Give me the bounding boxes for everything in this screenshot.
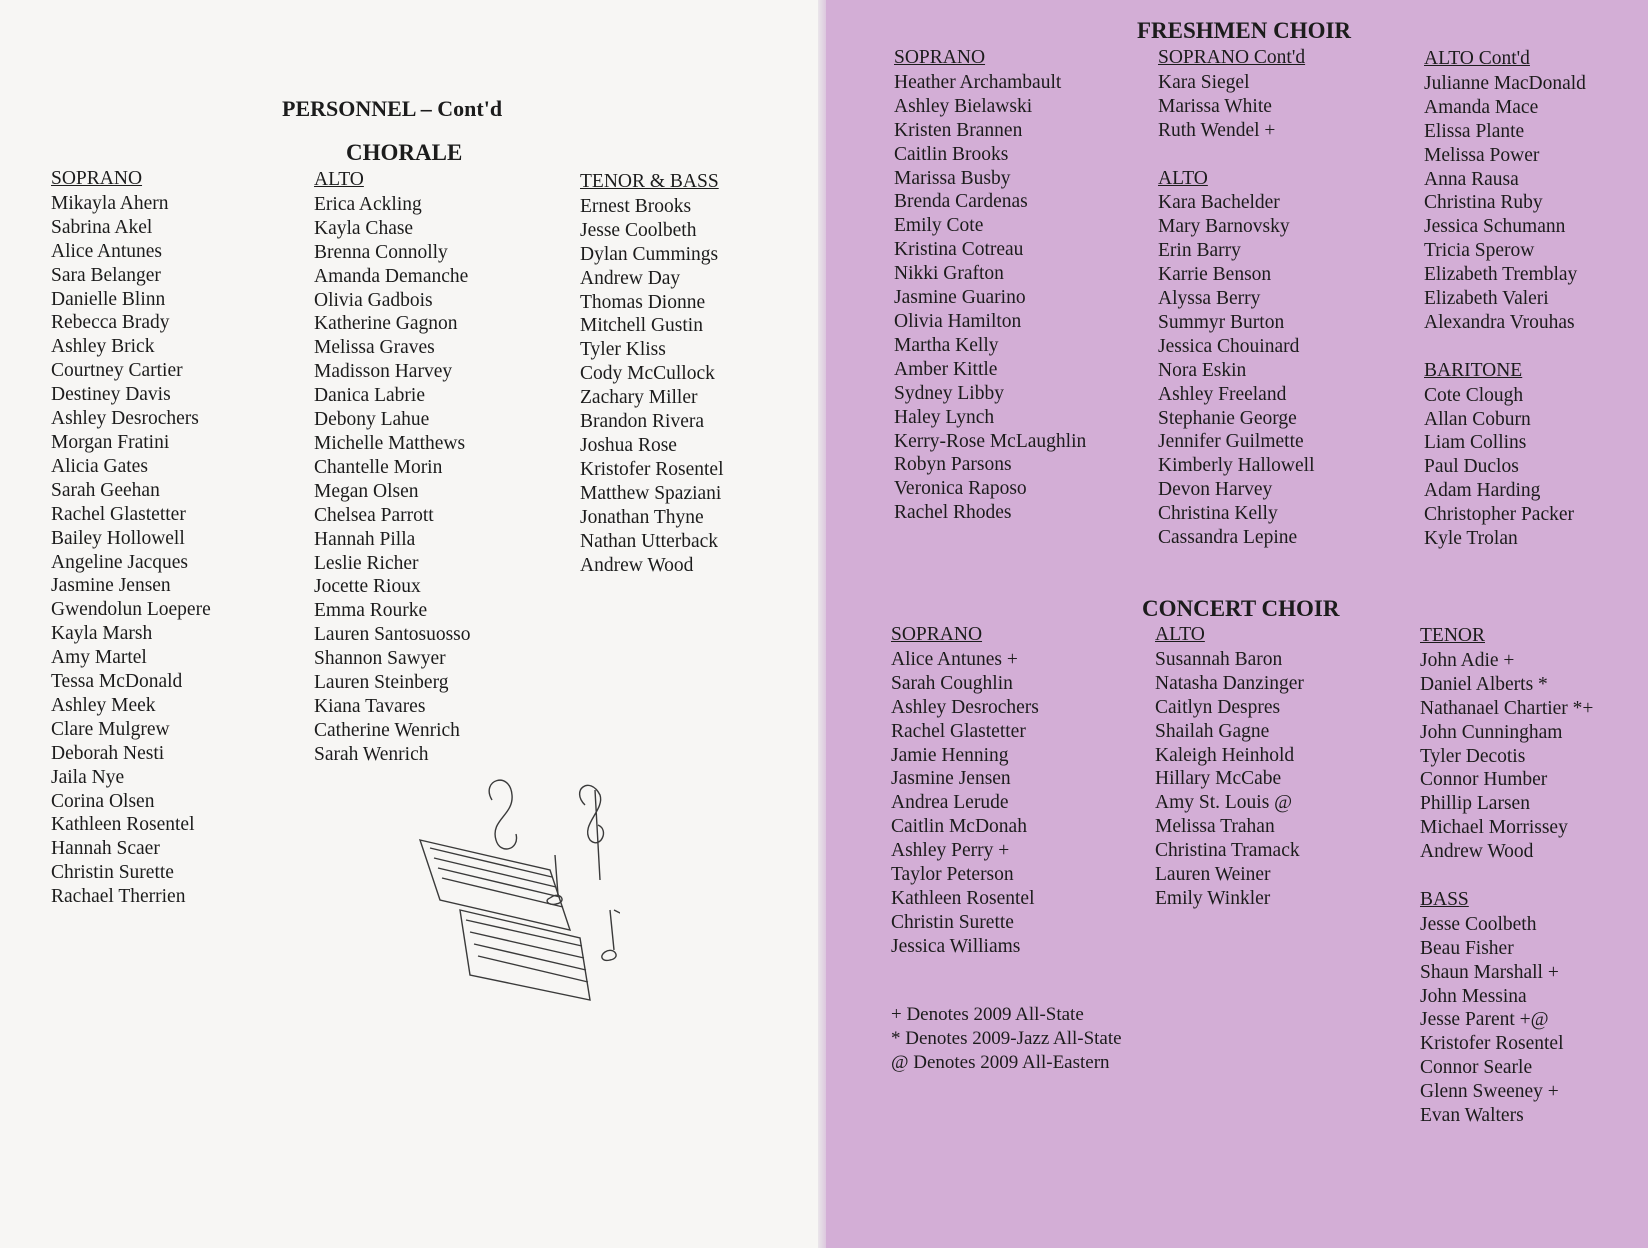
member-name: Brenna Connolly: [314, 241, 448, 263]
member-name: Glenn Sweeney +: [1420, 1081, 1559, 1103]
member-name: Joshua Rose: [580, 434, 677, 456]
member-name: Brandon Rivera: [580, 411, 705, 433]
name-list: [314, 193, 471, 767]
member-name: Mikayla Ahern: [51, 192, 169, 214]
member-name: Andrew Wood: [1420, 841, 1534, 863]
member-name: Melissa Trahan: [1155, 816, 1275, 838]
member-name: Matthew Spaziani: [580, 482, 722, 504]
concert-tenor-bass-column: [1420, 624, 1593, 1128]
member-name: Jennifer Guilmette: [1158, 431, 1304, 453]
member-name: Natasha Danzinger: [1155, 672, 1304, 694]
member-name: Taylor Peterson: [891, 864, 1014, 886]
member-name: Kimberly Hallowell: [1158, 455, 1315, 477]
member-name: Debony Lahue: [314, 409, 430, 431]
member-name: Andrew Day: [580, 267, 681, 289]
member-name: Christin Surette: [51, 862, 174, 884]
member-name: Ashley Bielawski: [894, 95, 1033, 117]
member-name: Sabrina Akel: [51, 216, 153, 238]
member-name: Clare Mulgrew: [51, 718, 170, 740]
member-name: Melissa Power: [1424, 144, 1540, 166]
member-name: Nora Eskin: [1158, 359, 1247, 381]
member-name: Lauren Steinberg: [314, 672, 449, 694]
member-name: Megan Olsen: [314, 480, 419, 502]
member-name: Shaun Marshall +: [1420, 961, 1559, 983]
freshmen-soprano-alto-column: [1158, 46, 1315, 550]
member-name: Kristina Cotreau: [894, 239, 1024, 261]
member-name: Shannon Sawyer: [314, 648, 446, 670]
member-name: Destiney Davis: [51, 384, 171, 406]
member-name: Julianne MacDonald: [1424, 72, 1586, 94]
member-name: Angeline Jacques: [51, 551, 188, 573]
member-name: Veronica Raposo: [894, 478, 1027, 500]
member-name: Ashley Desrochers: [891, 696, 1039, 718]
member-name: Jessica Chouinard: [1158, 335, 1300, 357]
member-name: Catherine Wenrich: [314, 719, 460, 741]
personnel-heading: PERSONNEL – Cont'd: [282, 96, 503, 121]
member-name: Beau Fisher: [1420, 937, 1514, 959]
member-name: Lauren Weiner: [1155, 864, 1271, 886]
member-name: Jasmine Guarino: [894, 287, 1026, 309]
legend-line: + Denotes 2009 All-State: [891, 1004, 1084, 1025]
member-name: Susannah Baron: [1155, 648, 1283, 670]
name-list: [51, 192, 211, 909]
member-name: Chantelle Morin: [314, 456, 443, 478]
member-name: Courtney Cartier: [51, 360, 183, 382]
member-name: Kayla Chase: [314, 217, 414, 239]
member-name: Christina Tramack: [1155, 840, 1300, 862]
member-name: Danica Labrie: [314, 385, 425, 407]
name-list: [1424, 72, 1586, 335]
member-name: Erica Ackling: [314, 193, 422, 215]
member-name: Danielle Blinn: [51, 288, 166, 310]
member-name: Jasmine Jensen: [891, 768, 1011, 790]
member-name: Kathleen Rosentel: [51, 814, 195, 836]
member-name: Shailah Gagne: [1155, 720, 1270, 742]
member-name: Christina Ruby: [1424, 192, 1543, 214]
name-list: [1158, 71, 1315, 143]
column-header: ALTO: [314, 169, 364, 190]
member-name: Kristen Brannen: [894, 119, 1023, 141]
member-name: Nathan Utterback: [580, 530, 719, 552]
column-header: ALTO Cont'd: [1424, 48, 1530, 69]
member-name: Ashley Meek: [51, 694, 156, 716]
member-name: Amanda Mace: [1424, 96, 1539, 118]
member-name: Rachel Rhodes: [894, 502, 1012, 524]
member-name: Ashley Desrochers: [51, 408, 199, 430]
right-page: [826, 0, 1648, 1248]
member-name: Dylan Cummings: [580, 243, 719, 265]
member-name: Cassandra Lepine: [1158, 527, 1298, 549]
member-name: Alicia Gates: [51, 455, 148, 477]
member-name: Kara Bachelder: [1158, 192, 1280, 214]
name-list: [1424, 384, 1586, 551]
member-name: Sarah Coughlin: [891, 672, 1013, 694]
member-name: Sydney Libby: [894, 382, 1004, 404]
member-name: Sara Belanger: [51, 264, 161, 286]
member-name: Kayla Marsh: [51, 623, 153, 645]
member-name: Amy St. Louis @: [1155, 792, 1293, 814]
member-name: Stephanie George: [1158, 407, 1297, 429]
chorale-alto-column: [314, 168, 471, 767]
member-name: Karrie Benson: [1158, 264, 1272, 286]
freshmen-choir-title: FRESHMEN CHOIR: [1137, 18, 1352, 43]
member-name: Emily Winkler: [1155, 887, 1271, 909]
member-name: Paul Duclos: [1424, 456, 1519, 478]
member-name: Andrea Lerude: [891, 792, 1009, 814]
member-name: Tyler Decotis: [1420, 745, 1526, 767]
member-name: Anna Rausa: [1424, 168, 1519, 190]
member-name: Kaleigh Heinhold: [1155, 744, 1295, 766]
member-name: Jaila Nye: [51, 766, 125, 788]
name-list: [894, 71, 1086, 525]
member-name: Gwendolun Loepere: [51, 599, 211, 621]
column-header: SOPRANO: [51, 168, 143, 189]
member-name: Madisson Harvey: [314, 361, 453, 383]
name-list: [1420, 913, 1593, 1128]
member-name: Jessica Schumann: [1424, 216, 1566, 238]
member-name: Rebecca Brady: [51, 312, 170, 334]
member-name: Tyler Kliss: [580, 339, 666, 361]
member-name: Katherine Gagnon: [314, 313, 458, 335]
member-name: Connor Humber: [1420, 769, 1548, 791]
member-name: Kathleen Rosentel: [891, 887, 1035, 909]
member-name: Brenda Cardenas: [894, 191, 1028, 213]
member-name: Rachel Glastetter: [891, 720, 1026, 742]
member-name: Ashley Perry +: [891, 840, 1010, 862]
member-name: Kristofer Rosentel: [580, 458, 724, 480]
member-name: Alice Antunes: [51, 240, 163, 262]
member-name: Jonathan Thyne: [580, 506, 704, 528]
member-name: Olivia Hamilton: [894, 310, 1022, 332]
chorale-soprano-column: [51, 167, 211, 909]
honors-legend: [891, 1003, 1122, 1075]
member-name: Summyr Burton: [1158, 311, 1285, 333]
column-header: BARITONE: [1424, 359, 1523, 381]
member-name: Jasmine Jensen: [51, 575, 171, 597]
member-name: Hillary McCabe: [1155, 768, 1282, 790]
member-name: Ashley Freeland: [1158, 383, 1287, 405]
chorale-title: CHORALE: [346, 140, 463, 165]
member-name: Michelle Matthews: [314, 432, 466, 454]
member-name: John Adie +: [1420, 649, 1515, 671]
column-header: TENOR & BASS: [580, 171, 719, 192]
legend-line: @ Denotes 2009 All-Eastern: [891, 1052, 1110, 1073]
member-name: Hannah Scaer: [51, 838, 160, 860]
member-name: Thomas Dionne: [580, 291, 706, 313]
member-name: Alice Antunes +: [891, 648, 1018, 670]
member-name: Caitlyn Despres: [1155, 696, 1281, 718]
member-name: Rachel Glastetter: [51, 503, 186, 525]
member-name: Chelsea Parrott: [314, 504, 434, 526]
member-name: Caitlin Brooks: [894, 143, 1009, 165]
member-name: Amber Kittle: [894, 358, 998, 380]
member-name: Connor Searle: [1420, 1057, 1533, 1079]
member-name: Marissa Busby: [894, 167, 1011, 189]
column-header: SOPRANO Cont'd: [1158, 47, 1306, 68]
member-name: Ernest Brooks: [580, 195, 692, 217]
member-name: Michael Morrissey: [1420, 817, 1568, 839]
member-name: Morgan Fratini: [51, 431, 170, 453]
member-name: Amy Martel: [51, 647, 147, 669]
member-name: Tricia Sperow: [1424, 240, 1535, 262]
member-name: Mary Barnovsky: [1158, 216, 1290, 238]
member-name: Sarah Wenrich: [314, 743, 429, 765]
name-list: [1158, 191, 1315, 550]
member-name: Christin Surette: [891, 911, 1014, 933]
member-name: Jessica Williams: [891, 935, 1021, 957]
member-name: Martha Kelly: [894, 334, 999, 356]
member-name: Kiana Tavares: [314, 695, 426, 717]
member-name: Ashley Brick: [51, 336, 155, 358]
chorale-tenor-bass-column: [580, 170, 724, 577]
column-header: SOPRANO: [894, 47, 986, 68]
member-name: Amanda Demanche: [314, 265, 469, 287]
member-name: Marissa White: [1158, 95, 1272, 117]
member-name: Sarah Geehan: [51, 479, 160, 501]
member-name: Andrew Wood: [580, 554, 694, 576]
member-name: Allan Coburn: [1424, 408, 1531, 430]
name-list: [1155, 648, 1304, 911]
member-name: Liam Collins: [1424, 432, 1527, 454]
column-header: ALTO: [1155, 624, 1205, 645]
member-name: Nikki Grafton: [894, 263, 1004, 285]
member-name: Christopher Packer: [1424, 504, 1575, 526]
member-name: Melissa Graves: [314, 337, 435, 359]
name-list: [580, 195, 724, 578]
member-name: Adam Harding: [1424, 480, 1541, 502]
member-name: Kara Siegel: [1158, 71, 1250, 93]
member-name: Erin Barry: [1158, 240, 1241, 262]
member-name: Devon Harvey: [1158, 479, 1273, 501]
column-header: SOPRANO: [891, 624, 983, 645]
column-header: ALTO: [1158, 167, 1208, 189]
member-name: Kristofer Rosentel: [1420, 1033, 1564, 1055]
member-name: Emily Cote: [894, 215, 984, 237]
member-name: Elizabeth Tremblay: [1424, 264, 1578, 286]
member-name: Mitchell Gustin: [580, 315, 703, 337]
member-name: Bailey Hollowell: [51, 527, 185, 549]
member-name: Tessa McDonald: [51, 671, 183, 693]
member-name: Ruth Wendel +: [1158, 119, 1276, 141]
member-name: Leslie Richer: [314, 552, 419, 574]
freshmen-alto-baritone-column: [1424, 47, 1586, 551]
concert-soprano-column: [891, 623, 1039, 959]
member-name: Jesse Parent +@: [1420, 1009, 1549, 1031]
concert-choir-title: CONCERT CHOIR: [1142, 596, 1340, 621]
member-name: Kyle Trolan: [1424, 528, 1518, 550]
member-name: Elissa Plante: [1424, 120, 1525, 142]
member-name: Robyn Parsons: [894, 454, 1012, 476]
music-sketch-illustration: [400, 770, 620, 1050]
member-name: Jamie Henning: [891, 744, 1009, 766]
member-name: Zachary Miller: [580, 387, 698, 409]
member-name: Jocette Rioux: [314, 576, 421, 598]
member-name: John Messina: [1420, 985, 1527, 1007]
member-name: Daniel Alberts *: [1420, 673, 1548, 695]
member-name: Lauren Santosuosso: [314, 624, 471, 646]
member-name: Alexandra Vrouhas: [1424, 311, 1575, 333]
column-header: TENOR: [1420, 625, 1485, 646]
member-name: Emma Rourke: [314, 600, 428, 622]
member-name: Kerry-Rose McLaughlin: [894, 430, 1087, 452]
member-name: Cote Clough: [1424, 384, 1524, 406]
member-name: Phillip Larsen: [1420, 793, 1530, 815]
member-name: Olivia Gadbois: [314, 289, 433, 311]
member-name: Corina Olsen: [51, 790, 155, 812]
member-name: Haley Lynch: [894, 406, 995, 428]
member-name: Hannah Pilla: [314, 528, 416, 550]
member-name: Rachael Therrien: [51, 886, 186, 908]
member-name: Elizabeth Valeri: [1424, 288, 1549, 310]
member-name: Alyssa Berry: [1158, 288, 1261, 310]
column-header: BASS: [1420, 888, 1469, 910]
member-name: Evan Walters: [1420, 1105, 1524, 1127]
member-name: John Cunningham: [1420, 721, 1563, 743]
member-name: Christina Kelly: [1158, 503, 1278, 525]
concert-alto-column: [1155, 623, 1304, 911]
member-name: Jesse Coolbeth: [1420, 913, 1537, 935]
member-name: Heather Archambault: [894, 71, 1062, 93]
member-name: Jesse Coolbeth: [580, 219, 697, 241]
legend-line: * Denotes 2009-Jazz All-State: [891, 1028, 1122, 1049]
name-list: [891, 648, 1039, 959]
member-name: Cody McCullock: [580, 363, 715, 385]
member-name: Caitlin McDonah: [891, 816, 1027, 838]
member-name: Nathanael Chartier *+: [1420, 697, 1594, 719]
name-list: [1420, 649, 1593, 864]
freshmen-soprano-column: [894, 46, 1086, 525]
member-name: Deborah Nesti: [51, 742, 165, 764]
